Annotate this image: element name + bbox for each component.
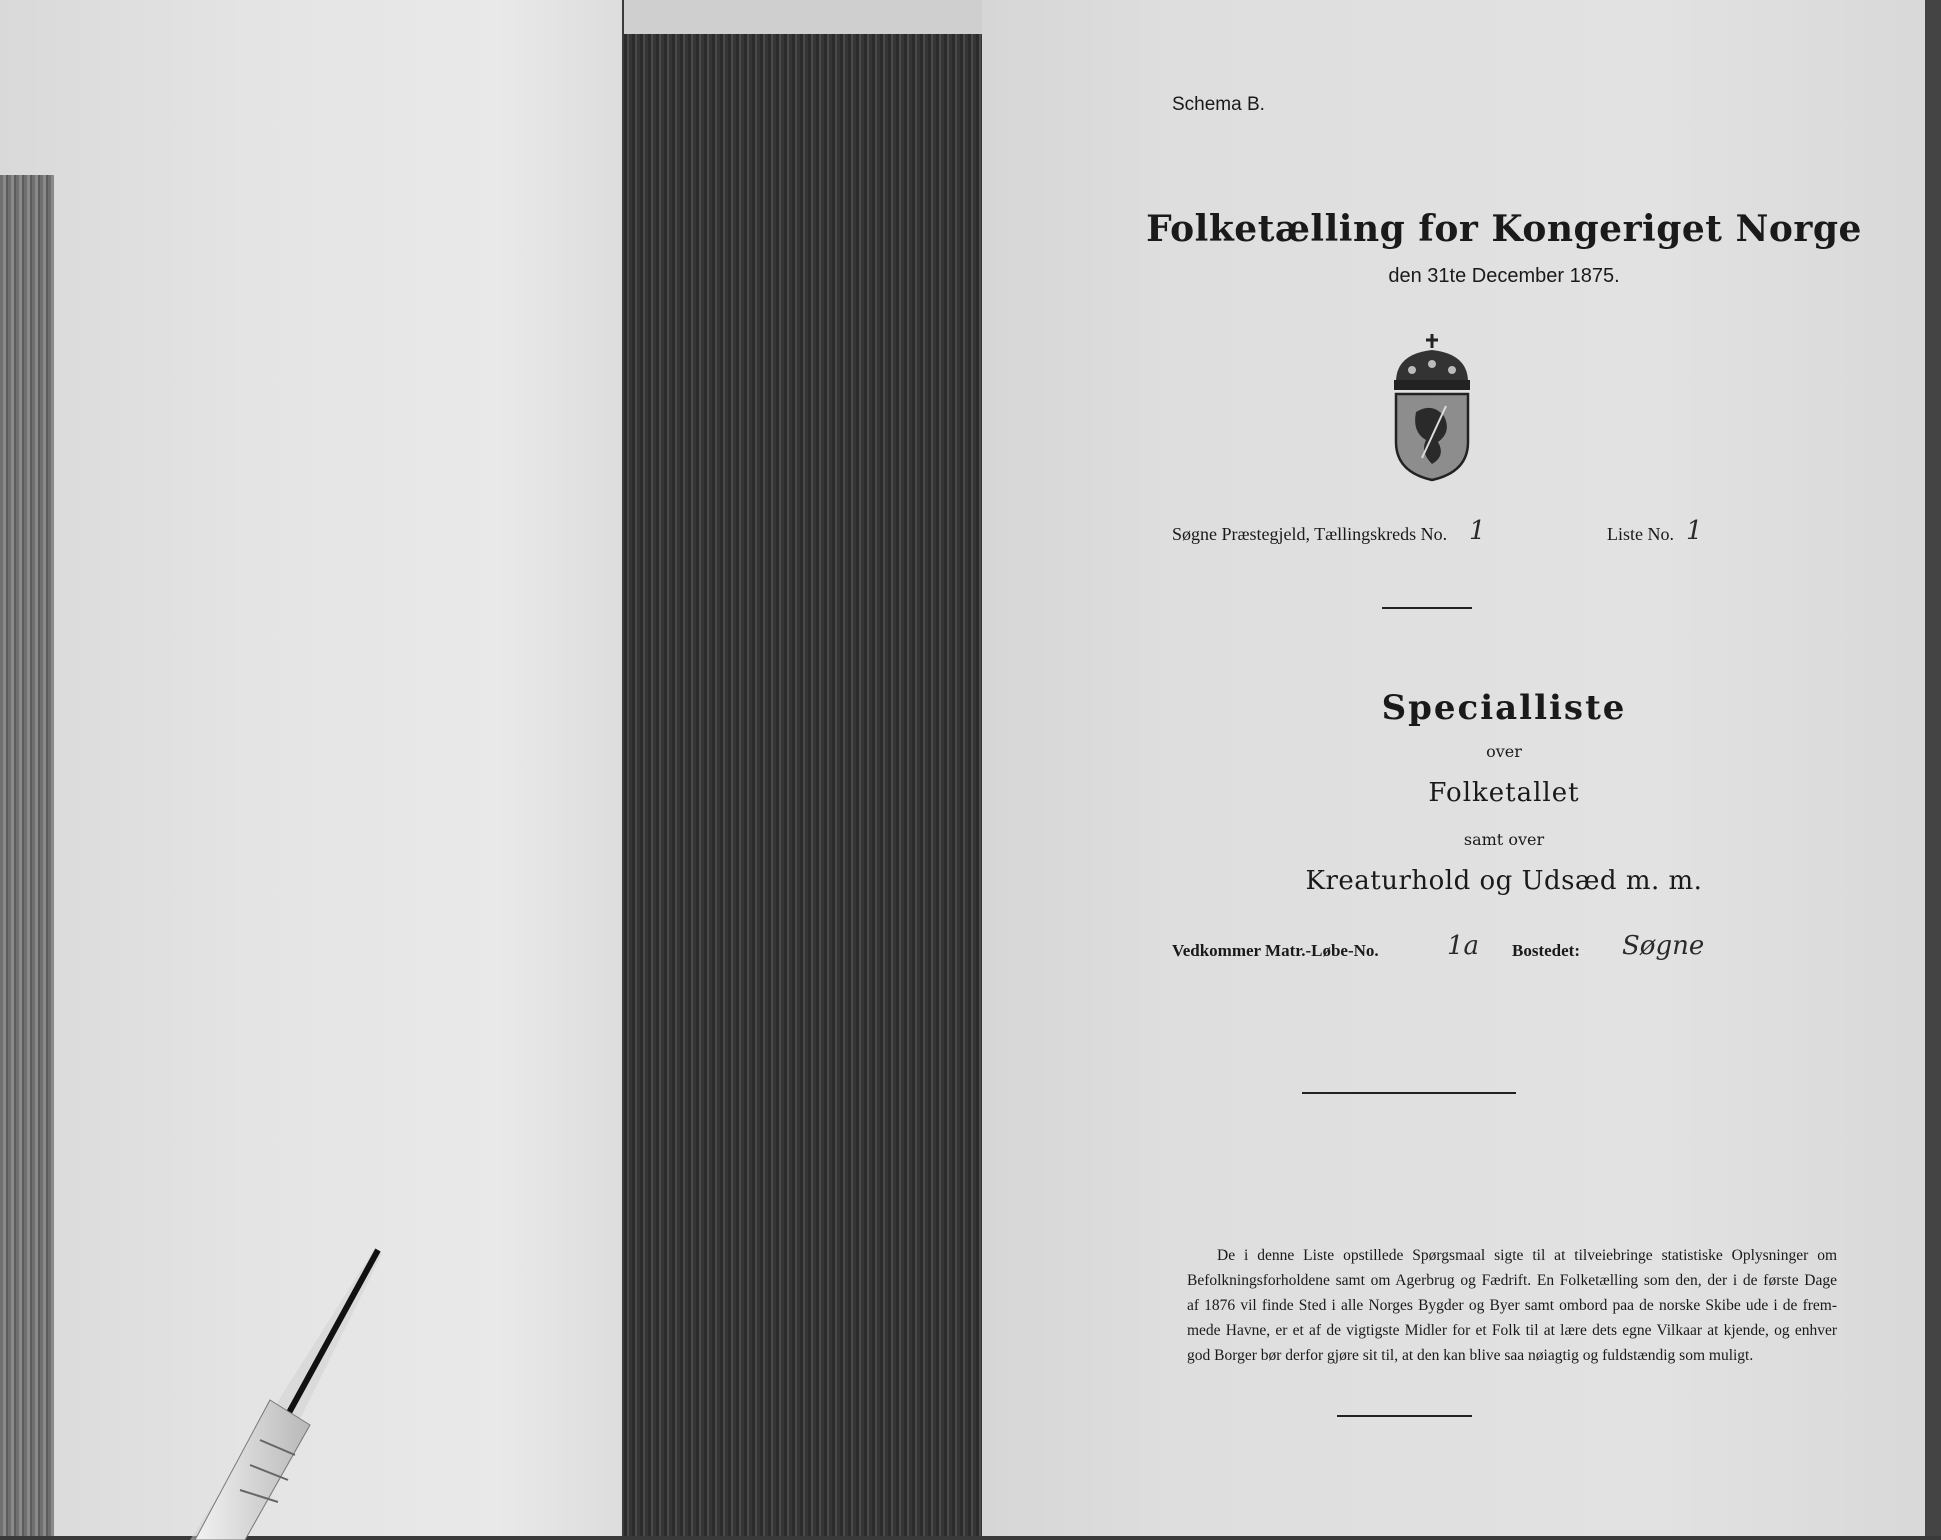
spine-top-gap [624,0,982,34]
form-date: den 31te December 1875. [1388,265,1620,287]
left-page-edge [0,175,54,1536]
pencil-icon [150,1240,410,1540]
notice-paragraph [1187,1243,1837,1368]
notice-line: mede Havne, er et af de vigtigste Midler for et Folk til at lære dets egne Vilkaar at kjende, og enhver [1187,1322,1837,1339]
notice-line: Befolkningsforholdene samt om Agerbrug og Fædrift. En Folketælling som den, der i de første Dage [1187,1272,1837,1289]
bosted-label: Bostedet: [1512,941,1580,960]
divider [1337,1415,1472,1417]
notice-line: De i denne Liste opstillede Spørgsmaal sigte til at tilveiebringe statistiske Oplysninger om [1217,1247,1837,1264]
form-title: Folketælling for Kongeriget Norge [1146,208,1862,250]
coat-of-arms-icon [1382,332,1482,482]
kreaturhold-heading: Kreaturhold og Udsæd m. m. [1305,866,1703,896]
notice-line: af 1876 vil finde Sted i alle Norges Bygder og Byer samt ombord paa de norske Skibe ude i de frem- [1187,1297,1837,1314]
prestegjeld-label: Søgne Præstegjeld, Tællingskreds No. [1172,524,1448,544]
left-blank-page [0,0,622,1536]
binding-spine [624,34,982,1536]
liste-label: Liste No. [1607,524,1674,544]
kreds-number: 1 [1469,516,1486,546]
notice-line: god Borger bør derfor gjøre sit til, at den kan blive saa nøiagtig og fuldstændig som muligt. [1187,1347,1754,1364]
folketallet-heading: Folketallet [1428,778,1580,808]
bosted-value: Søgne [1622,931,1705,961]
over-text: over [1486,742,1522,761]
matr-label: Vedkommer Matr.-Løbe-No. [1172,941,1379,960]
divider [1302,1092,1516,1094]
census-form-page [982,0,1941,1536]
specialliste-heading: Specialliste [1381,688,1627,728]
samt-over-text: samt over [1463,830,1545,849]
divider [1382,607,1472,609]
schema-label: Schema B. [1172,94,1265,115]
right-page-edge [1925,0,1941,1536]
liste-number: 1 [1686,516,1703,546]
matr-number: 1a [1447,931,1480,961]
